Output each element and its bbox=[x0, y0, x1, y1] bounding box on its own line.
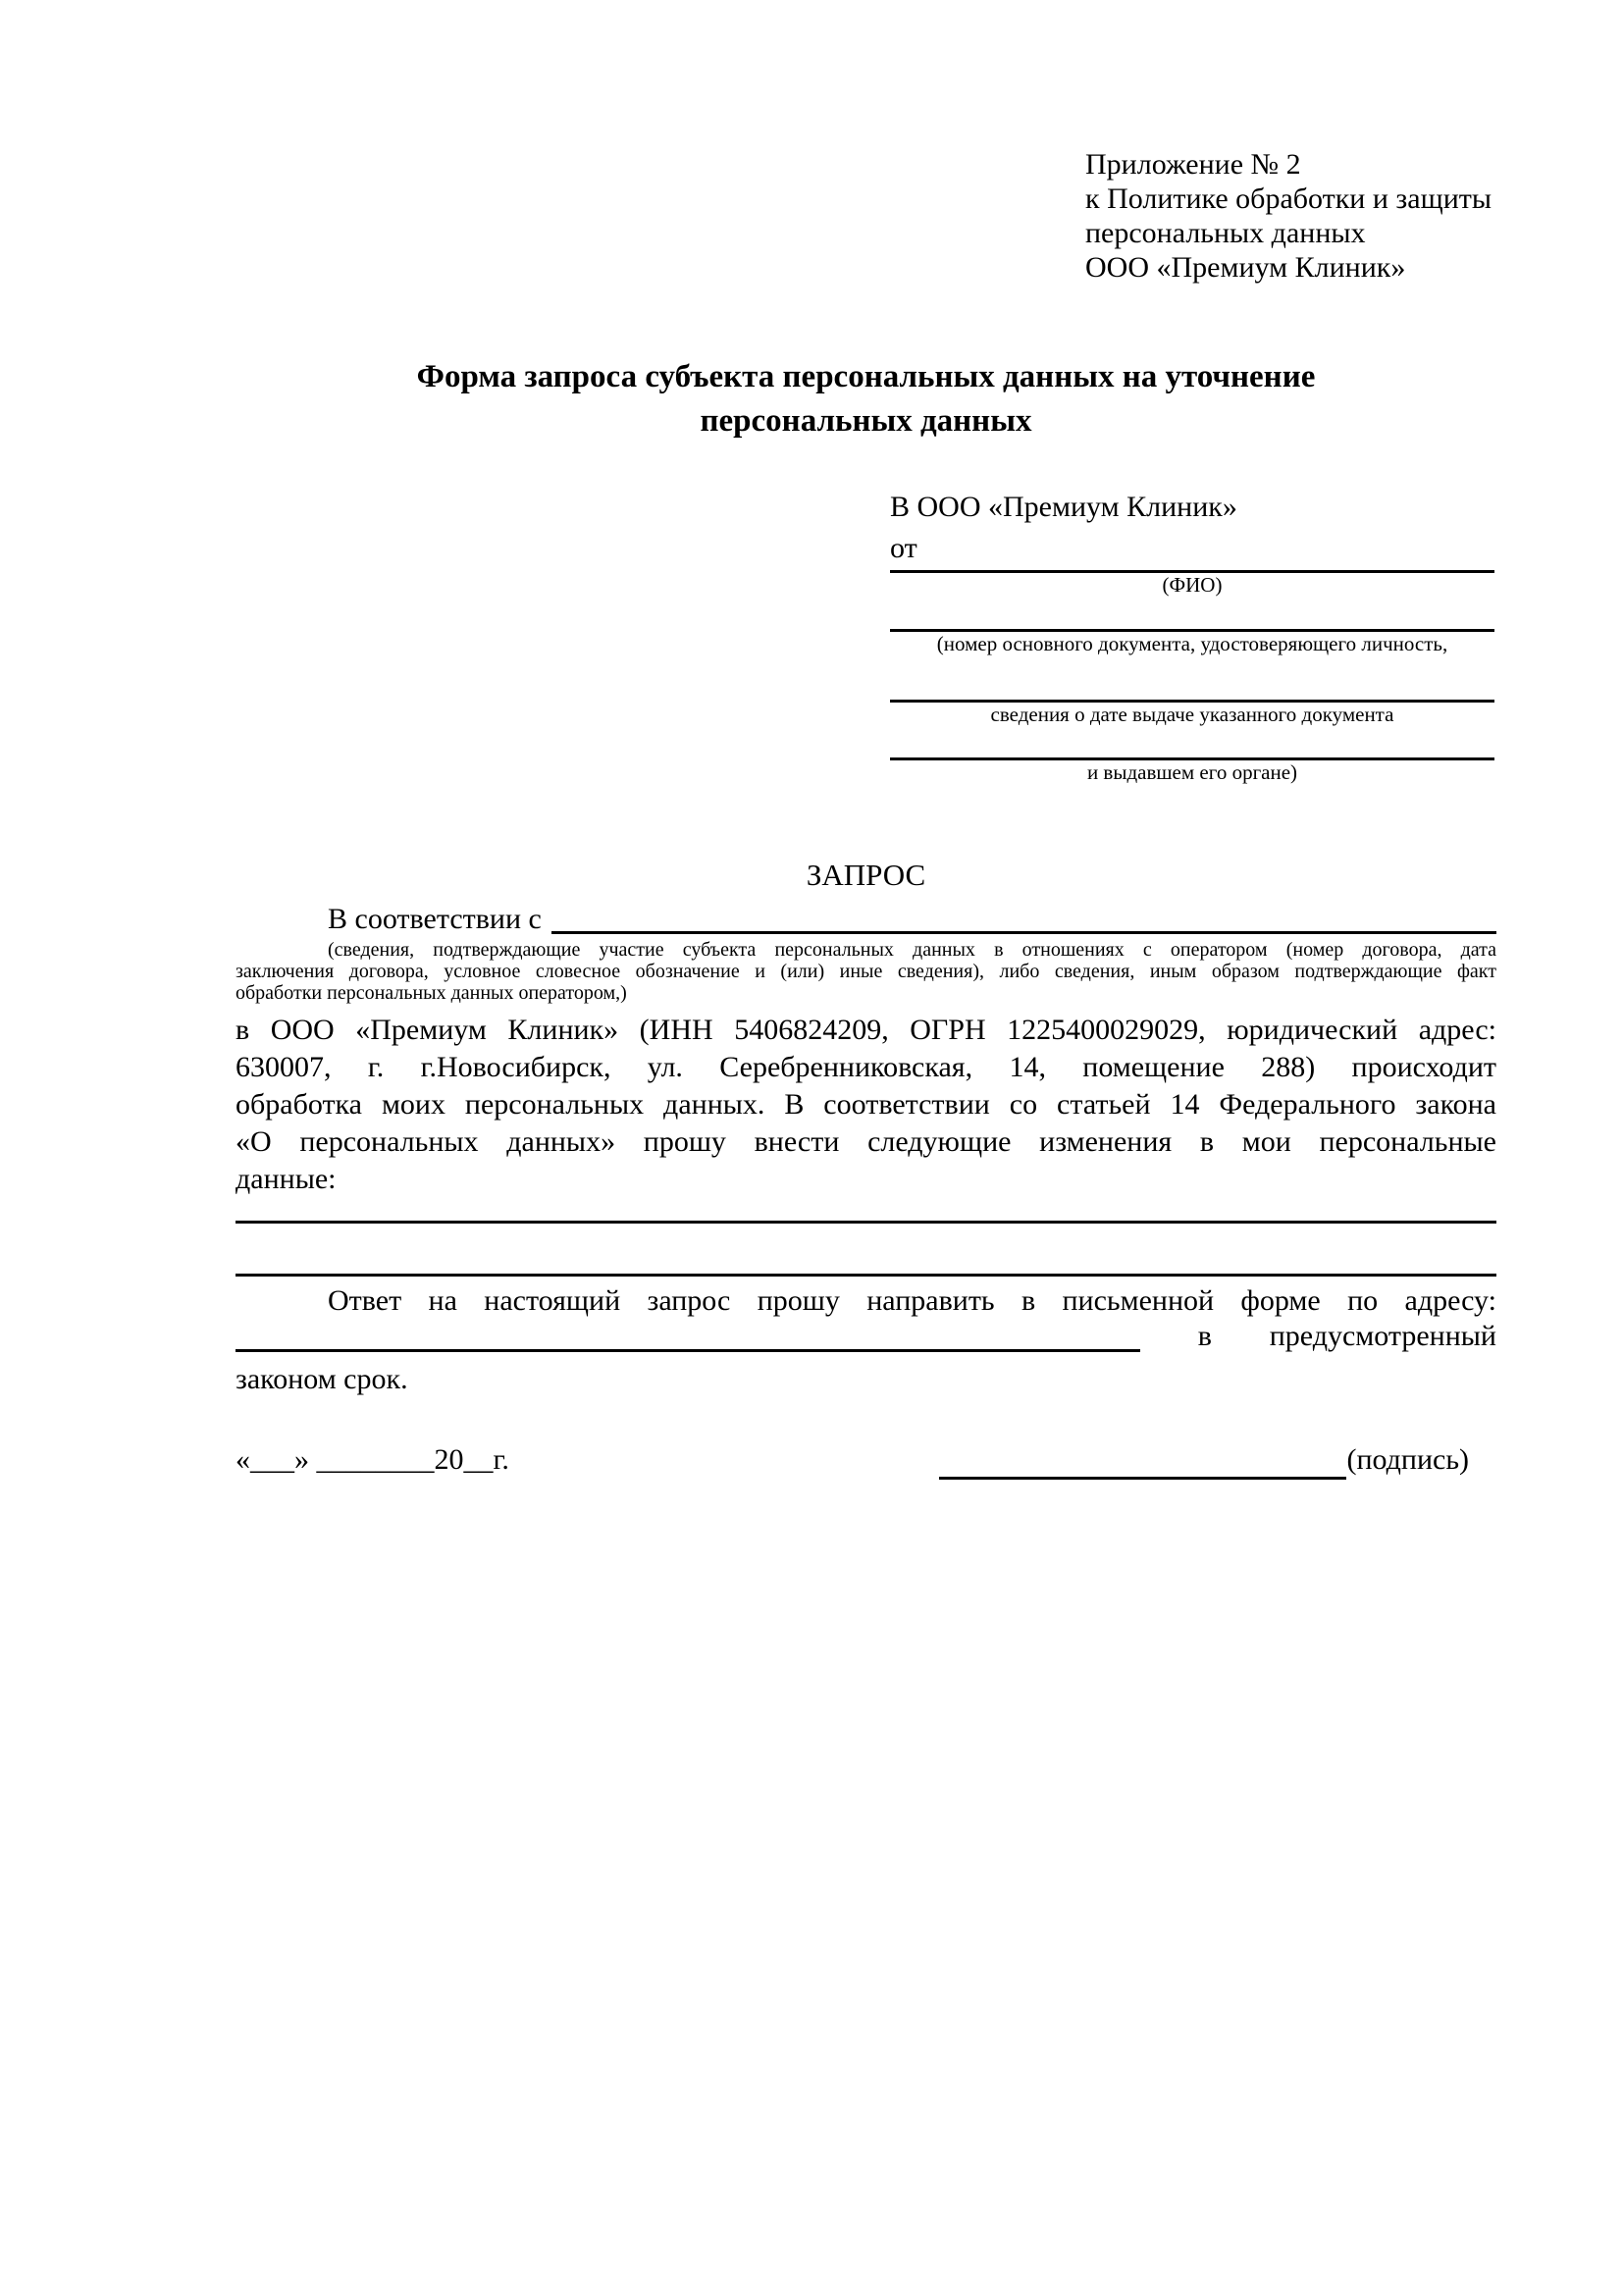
id-document-issuer-blank-line bbox=[890, 726, 1494, 760]
id-document-issuer-caption: и выдавшем его органе) bbox=[1086, 760, 1298, 784]
intro-note-line: заключения договора, условное словесное обозначение и (или) иные сведения), либо сведения, иным образом подтверждающие факт bbox=[236, 961, 1496, 982]
request-body-line: «О персональных данных» прошу внести следующие изменения в мои персональные bbox=[236, 1125, 1496, 1158]
addressee-to: В ООО «Премиум Клиник» bbox=[890, 491, 1237, 523]
page-title-line: персональных данных bbox=[700, 403, 1032, 439]
intro-note-line: обработки персональных данных оператором,) bbox=[236, 982, 627, 1004]
id-document-number-blank-line bbox=[890, 597, 1494, 632]
id-document-number-caption: (номер основного документа, удостоверяющего личность, bbox=[936, 632, 1448, 655]
signature-group bbox=[939, 1440, 1469, 1480]
page-title-line: Форма запроса субъекта персональных данных на уточнение bbox=[416, 359, 1316, 394]
changes-blank-line bbox=[236, 1205, 1496, 1224]
request-body bbox=[236, 1012, 1496, 1198]
appendix-line: ООО «Премиум Клиник» bbox=[1085, 251, 1406, 284]
intro-row bbox=[236, 900, 1496, 939]
request-body-line: обработка моих персональных данных. В соответствии со статьей 14 Федерального закона bbox=[236, 1088, 1496, 1121]
reply-sentence: Ответ на настоящий запрос прошу направить в письменной форме по адресу: bbox=[328, 1284, 1496, 1317]
addressee-from-label: от bbox=[890, 532, 917, 564]
reply-address-blank-line bbox=[236, 1321, 1140, 1352]
addressee-block bbox=[890, 487, 1494, 784]
reply-tail: законом срок. bbox=[236, 1363, 408, 1395]
id-document-issue-date-caption: сведения о дате выдаче указанного документа bbox=[990, 703, 1394, 726]
appendix-line: Приложение № 2 bbox=[1085, 148, 1301, 181]
id-document-issue-date-blank-line bbox=[890, 655, 1494, 703]
intro-label: В соответствии с bbox=[328, 903, 542, 935]
signature-row bbox=[236, 1440, 1496, 1480]
appendix-block bbox=[1085, 147, 1507, 285]
appendix-line: персональных данных bbox=[1085, 217, 1366, 249]
fio-caption: (ФИО) bbox=[1162, 573, 1223, 597]
page-title bbox=[236, 355, 1496, 444]
request-heading: ЗАПРОС bbox=[806, 858, 926, 892]
changes-blank-line bbox=[236, 1224, 1496, 1277]
intro-note bbox=[236, 939, 1496, 1004]
signature-blank-line bbox=[939, 1443, 1346, 1480]
date-blank: «___» ________20__г. bbox=[236, 1443, 509, 1476]
request-section bbox=[236, 856, 1496, 1399]
signature-caption: (подпись) bbox=[1346, 1443, 1469, 1476]
request-body-line: данные: bbox=[236, 1163, 337, 1195]
reply-address-row bbox=[236, 1321, 1496, 1352]
appendix-line: к Политике обработки и защиты bbox=[1085, 183, 1492, 215]
intro-blank-line bbox=[551, 931, 1496, 934]
reply-word: в bbox=[1197, 1320, 1212, 1352]
reply-word: предусмотренный bbox=[1269, 1320, 1496, 1352]
request-body-line: 630007, г. г.Новосибирск, ул. Серебренниковская, 14, помещение 288) происходит bbox=[236, 1051, 1496, 1083]
intro-note-line: (сведения, подтверждающие участие субъекта персональных данных в отношениях с оператором (номер договора, дата bbox=[328, 939, 1496, 961]
request-body-line: в ООО «Премиум Клиник» (ИНН 5406824209, ОГРН 1225400029029, юридический адрес: bbox=[236, 1014, 1496, 1046]
